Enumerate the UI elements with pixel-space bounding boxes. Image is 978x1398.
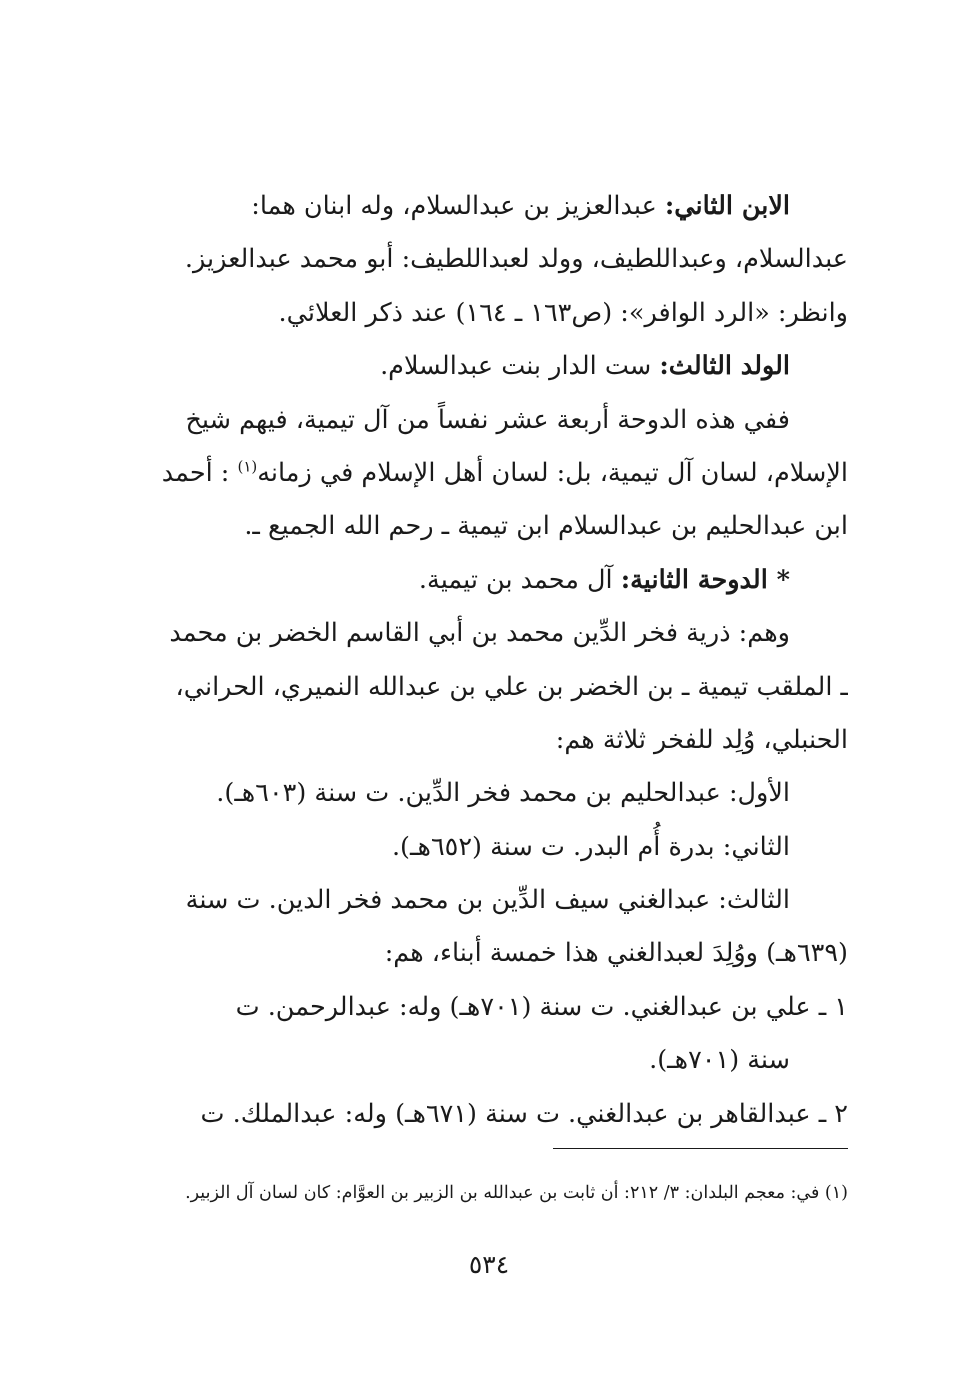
- line-text: الثاني: بدرة أُم البدر. ت سنة (٦٥٢هـ).: [391, 831, 790, 862]
- text-line: [130, 927, 848, 980]
- line-text: : أحمد: [161, 457, 238, 488]
- text-line: [130, 180, 848, 233]
- text-line: [130, 714, 848, 767]
- line-text: ففي هذه الدوحة أربعة عشر نفساً من آل تيمية، فيهم شيخ: [185, 404, 790, 435]
- line-text: الثالث: عبدالغني سيف الدِّين بن محمد فخر الدين. ت سنة: [185, 885, 790, 916]
- line-text: ست الدار بنت عبدالسلام.: [380, 351, 660, 382]
- body-text: [130, 180, 848, 1141]
- text-line: [130, 767, 848, 820]
- line-heading: الولد الثالث:: [659, 351, 790, 382]
- line-text: ٢ ـ عبدالقاهر بن عبدالغني. ت سنة (٦٧١هـ) وله: عبدالملك. ت: [200, 1098, 848, 1129]
- text-line: [130, 874, 848, 927]
- text-line: [130, 821, 848, 874]
- line-text: الإسلام، لسان آل تيمية، بل: لسان أهل الإسلام في زمانه: [257, 457, 848, 488]
- text-line: [130, 607, 848, 660]
- line-heading: الابن الثاني:: [664, 191, 790, 221]
- list-item-continuation: [130, 1034, 848, 1087]
- line-text: وهم: ذرية فخر الدِّين محمد بن أبي القاسم الخضر بن محمد: [169, 618, 790, 649]
- line-text: (٦٣٩هـ) ووُلِدَ لعبدالغني هذا خمسة أبناء، هم:: [384, 938, 848, 969]
- text-line: [130, 447, 848, 500]
- line-text: وانظر: «الرد الوافر»: (ص١٦٣ ـ ١٦٤) عند ذكر العلائي.: [278, 297, 848, 328]
- line-text: سنة (٧٠١هـ).: [649, 1045, 790, 1076]
- text-line: [130, 340, 848, 393]
- text-line: [130, 233, 848, 286]
- line-text: آل محمد بن تيمية.: [418, 564, 621, 595]
- footnote: (١) في: معجم البلدان: ٣/ ٢١٢: أن ثابت بن عبدالله بن الزبير بن العوَّام: كان لسان آل الزبير.: [185, 1183, 848, 1203]
- line-text: الأول: عبدالحليم بن محمد فخر الدِّين. ت سنة (٦٠٣هـ).: [216, 778, 790, 809]
- text-line: [130, 500, 848, 553]
- line-text: ـ الملقب تيمية ـ بن الخضر بن علي بن عبدالله النميري، الحراني،: [175, 671, 848, 702]
- list-item: [130, 1088, 848, 1141]
- text-line: [130, 394, 848, 447]
- footnote-separator: [553, 1148, 848, 1149]
- section-heading: * الدوحة الثانية:: [620, 564, 790, 595]
- line-text: ابن عبدالحليم بن عبدالسلام ابن تيمية ـ رحم الله الجميع ـ.: [244, 511, 848, 542]
- line-text: عبدالعزيز بن عبدالسلام، وله ابنان هما:: [251, 191, 665, 221]
- list-item: [130, 981, 848, 1034]
- line-text: الحنبلي، وُلِد للفخر ثلاثة هم:: [555, 724, 848, 755]
- text-line: [130, 287, 848, 340]
- text-line: [130, 554, 848, 607]
- line-text: ١ ـ علي بن عبدالغني. ت سنة (٧٠١هـ) وله: عبدالرحمن. ت: [235, 991, 848, 1022]
- footnote-marker: (١): [237, 457, 258, 476]
- line-text: عبدالسلام، وعبداللطيف، وولد لعبداللطيف: أبو محمد عبدالعزيز.: [184, 244, 848, 275]
- page-number: ٥٣٤: [468, 1250, 510, 1279]
- text-line: [130, 661, 848, 714]
